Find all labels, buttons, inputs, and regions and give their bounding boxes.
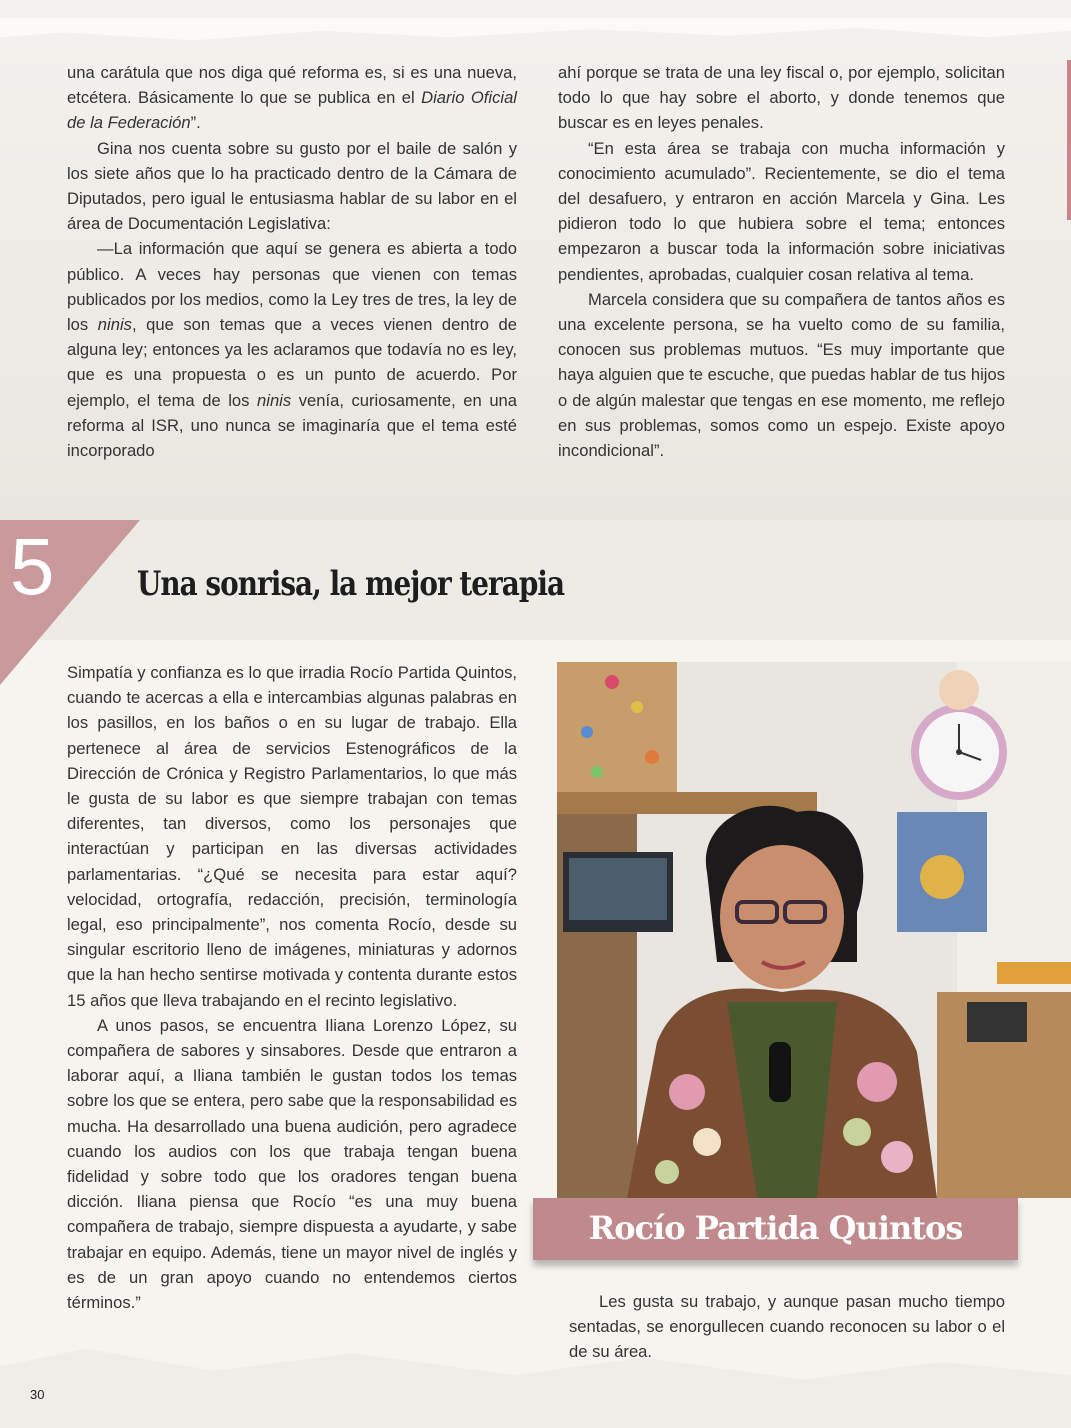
page-number: 30 (30, 1387, 45, 1402)
paragraph: Marcela considera que su compañera de tantos años es una excelente persona, se ha vuelto como de su familia, conocen sus problemas mutuos. “Es muy importante que haya alguien que te escuche, que puedas hablar de tus hijos o de algún malestar que tengas en ese momento, me reflejo en sus problemas, somos como un espejo. Existe apoyo incondicional”. (558, 289, 1005, 461)
portrait-photo (557, 662, 1071, 1198)
text-run-italic: Diario Oficial de la Federación (67, 88, 517, 133)
column-bottom-left (67, 660, 517, 1315)
section-number: 5 (10, 522, 55, 611)
text-run: ”. (190, 113, 201, 133)
text-run: una carátula que nos diga qué reforma es, si es una nueva, etcétera. Básicamente lo que se publica en el (67, 63, 517, 108)
column-top-right (558, 60, 1005, 463)
text-run: venía, curiosamente, en una reforma al ISR, uno nunca se imaginaría que el tema esté incorporado (67, 390, 518, 461)
paragraph: “En esta área se trabaja con mucha información y conocimiento acumulado”. Recientemente, se dio el tema del desafuero, y entraron en acción Marcela y Gina. Les pidieron todo lo que hubiera sobre el tema; entonces empezaron a buscar toda la información sobre iniciativas pendientes, aprobadas, cualquier cosan relativa al tema. (558, 138, 1005, 284)
text-run-italic: ninis (257, 390, 292, 410)
paragraph: Les gusta su trabajo, y aunque pasan mucho tiempo sentadas, se enorgullecen cuando reconocen su labor o el de su área. (569, 1292, 1005, 1362)
paragraph: Simpatía y confianza es lo que irradia Rocío Partida Quintos, cuando te acercas a ella e intercambias algunas palabras en los pasillos, en los baños o en su lugar de trabajo. Ella pertenece al área de servicios Estenográficos de la Dirección de Crónica y Registro Parlamentarios, lo que más le gusta de su labor es que siempre trabajan con temas diferentes, tan diversos, como los personajes que interactúan y participan en las diversas actividades parlamentarias. “¿Qué se necesita para estar aquí? velocidad, ortografía, redacción, precisión, terminología legal, eso principalmente”, nos comenta Rocío, desde su singular escritorio lleno de imágenes, miniaturas y adornos que la han hecho sentirse motivada y contenta durante estos 15 años que lleva trabajando en el recinto legislativo. (67, 663, 517, 1010)
paragraph: ahí porque se trata de una ley fiscal o, por ejemplo, solicitan todo lo que hay sobre el aborto, y donde tenemos que buscar es en leyes penales. (558, 63, 1005, 133)
photo-caption: Rocío Partida Quintos (588, 1209, 963, 1247)
photo-caption-bar (533, 1198, 1018, 1260)
paragraph (67, 60, 517, 136)
page-edge-accent (1067, 60, 1071, 220)
paragraph: Gina nos cuenta sobre su gusto por el baile de salón y los siete años que lo ha practicado dentro de la Cámara de Diputados, pero igual le entusiasma hablar de su labor en el área de Documentación Legislativa: (67, 138, 517, 234)
text-run: , que son temas que a veces vienen dentro de alguna ley; entonces ya les aclaramos que todavía no es ley, que es una propuesta o es un punto de acuerdo. Por ejemplo, el tema de los (67, 315, 517, 410)
column-bottom-right (569, 1289, 1005, 1365)
paragraph: A unos pasos, se encuentra Iliana Lorenzo López, su compañera de sabores y sinsabores. Desde que entraron a laborar aquí, a Iliana también le gustan todos los temas sobre los que se entera, pero sabe que la responsabilidad es mucha. Ha desarrollado una buena audición, pero agradece cuando los audios con los que trabaja tengan buena fidelidad y sobre todo que los oradores tengan buena dicción. Iliana piensa que Rocío “es una muy buena compañera de trabajo, siempre dispuesta a ayudarte, y sabe trabajar en equipo. Además, tiene un mayor nivel de inglés y es de un gran apoyo cuando no entendemos ciertos términos.” (67, 1015, 517, 1313)
column-top-left (67, 60, 517, 463)
paragraph (67, 236, 517, 463)
section-title: Una sonrisa, la mejor terapia (137, 564, 565, 604)
text-run: —La información que aquí se genera es abierta a todo público. A veces hay personas que vienen con temas publicados por los medios, como la Ley tres de tres, la ley de los (67, 239, 517, 335)
text-run-italic: ninis (97, 315, 132, 335)
